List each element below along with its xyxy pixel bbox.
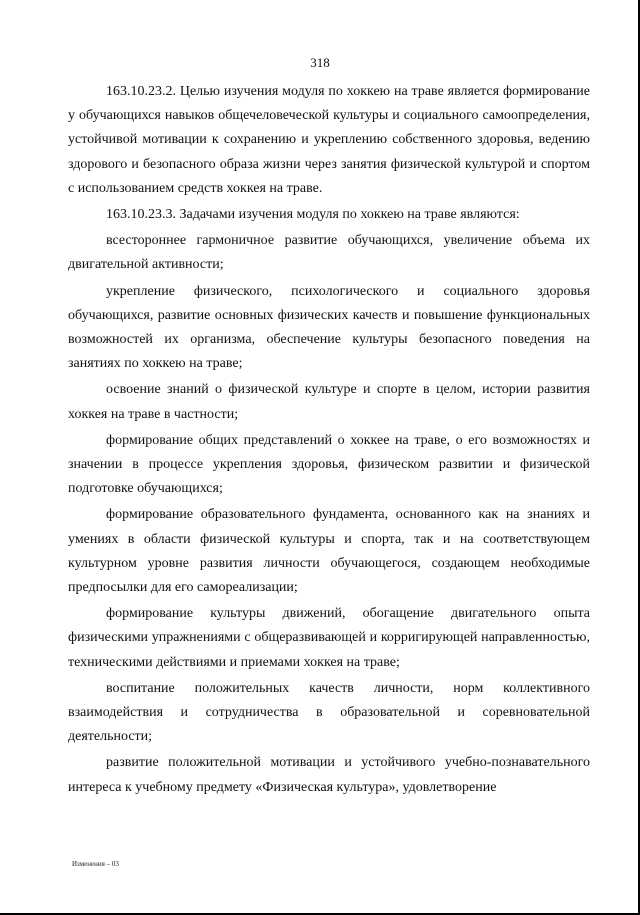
paragraph-task-item: воспитание положительных качеств личности, норм коллективного взаимодействия и сотрудничества в образовательной и соревновательной деятельности; xyxy=(68,680,590,745)
paragraph-task-item: формирование культуры движений, обогащение двигательного опыта физическими упражнениями с общеразвивающей и корригирующей направленностью, техническими действиями и приемами хоккея на траве; xyxy=(68,606,590,670)
footer-revision-note: Изменения – 03 xyxy=(72,860,119,868)
paragraph-task-item: формирование образовательного фундамента, основанного как на знаниях и умениях в области физической культуры и спорта, так и на соответствующем культурном уровне развития личности обучающегося, создающем необходимые предпосылки для его самореализации; xyxy=(68,507,590,596)
paragraph-tasks-heading: 163.10.23.3. Задачами изучения модуля по хоккею на траве являются: xyxy=(106,207,520,223)
document-body xyxy=(68,80,590,800)
paragraph-task-item: всестороннее гармоничное развитие обучающихся, увеличение объема их двигательной активности; xyxy=(68,233,590,273)
paragraph-task-item: развитие положительной мотивации и устойчивого учебно-познавательного интереса к учебному предмету «Физическая культура», удовлетворение xyxy=(68,755,590,795)
paragraph-goal: 163.10.23.2. Целью изучения модуля по хоккею на траве является формирование у обучающихся навыков общечеловеческой культуры и социального самоопределения, устойчивой мотивации к сохранению и укреплению собственного здоровья, ведению здорового и безопасного образа жизни через занятия физической культурой и спортом с использованием средств хоккея на траве. xyxy=(68,84,590,196)
page-number: 318 xyxy=(310,55,330,70)
paragraph-task-item: формирование общих представлений о хоккее на траве, о его возможностях и значении в процессе укрепления здоровья, физическом развитии и физической подготовке обучающихся; xyxy=(68,432,590,497)
paragraph-task-item: освоение знаний о физической культуре и спорте в целом, истории развития хоккея на траве в частности; xyxy=(68,382,590,422)
paragraph-task-item: укрепление физического, психологического и социального здоровья обучающихся, развитие основных физических качеств и повышение функциональных возможностей их организма, обеспечение культуры безопасного поведения на занятиях по хоккею на траве; xyxy=(68,283,590,372)
